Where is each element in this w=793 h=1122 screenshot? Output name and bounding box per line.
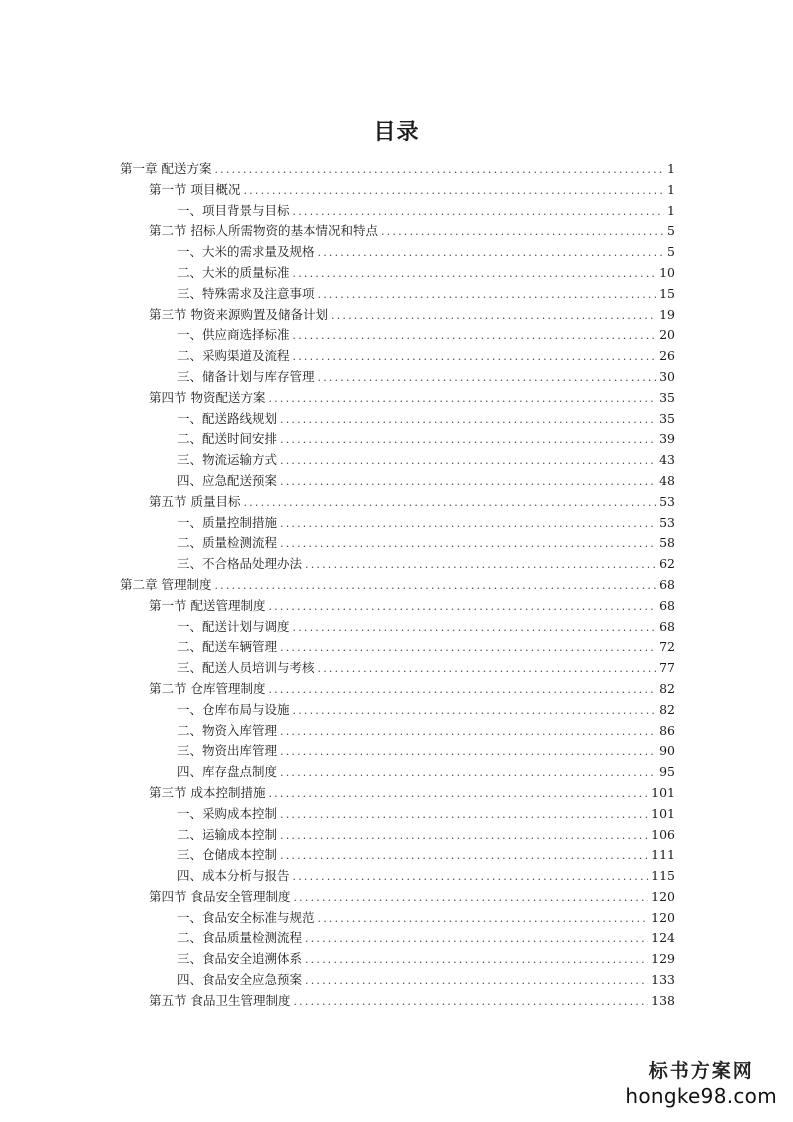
toc-entry[interactable] bbox=[120, 991, 675, 1012]
page-title: 目录 bbox=[373, 119, 420, 145]
toc-entry-label: 二、质量检测流程 bbox=[177, 535, 278, 551]
toc-leader-dots bbox=[280, 829, 648, 842]
toc-entry-label: 二、配送时间安排 bbox=[177, 431, 278, 447]
toc-leader-dots bbox=[305, 932, 648, 945]
toc-entry-page: 72 bbox=[659, 639, 675, 655]
toc-leader-dots bbox=[280, 517, 656, 530]
toc-entry-page: 15 bbox=[659, 285, 675, 301]
toc-entry[interactable] bbox=[120, 700, 675, 721]
toc-leader-dots bbox=[268, 683, 656, 696]
toc-entry[interactable] bbox=[120, 741, 675, 762]
toc-entry[interactable] bbox=[120, 242, 675, 263]
toc-entry-page: 124 bbox=[651, 930, 675, 946]
toc-leader-dots bbox=[381, 225, 664, 238]
toc-entry-label: 第一章 配送方案 bbox=[120, 161, 212, 176]
toc-entry[interactable] bbox=[120, 949, 675, 970]
toc-leader-dots bbox=[305, 974, 648, 987]
toc-entry-label: 三、特殊需求及注意事项 bbox=[177, 285, 315, 301]
toc-entry-label: 三、食品安全追溯体系 bbox=[177, 951, 303, 967]
toc-entry-page: 86 bbox=[659, 722, 675, 738]
toc-entry-page: 120 bbox=[651, 888, 675, 904]
toc-entry-label: 四、库存盘点制度 bbox=[177, 764, 278, 780]
toc-entry[interactable] bbox=[120, 617, 675, 638]
toc-leader-dots bbox=[318, 371, 657, 384]
toc-entry[interactable] bbox=[120, 263, 675, 284]
toc-leader-dots bbox=[293, 891, 648, 904]
toc-leader-dots bbox=[293, 329, 657, 342]
toc-entry-page: 129 bbox=[651, 951, 675, 967]
toc-entry[interactable] bbox=[120, 721, 675, 742]
toc-entry-page: 35 bbox=[659, 389, 675, 405]
toc-entry-label: 第二节 招标人所需物资的基本情况和特点 bbox=[149, 223, 378, 239]
toc-entry-page: 19 bbox=[659, 306, 675, 322]
watermark-url: hongke98.com bbox=[625, 1084, 777, 1108]
toc-leader-dots bbox=[293, 704, 657, 717]
toc-entry-page: 53 bbox=[659, 514, 675, 530]
toc-entry-label: 第三节 成本控制措施 bbox=[149, 784, 266, 800]
toc-entry-label: 一、配送路线规划 bbox=[177, 410, 278, 426]
toc-leader-dots bbox=[280, 413, 656, 426]
toc-leader-dots bbox=[243, 496, 656, 509]
toc-entry-page: 68 bbox=[659, 597, 675, 613]
toc-entry-page: 90 bbox=[659, 743, 675, 759]
toc-entry[interactable] bbox=[120, 429, 675, 450]
toc-entry[interactable] bbox=[120, 866, 675, 887]
toc-entry[interactable] bbox=[120, 325, 675, 346]
toc-leader-dots bbox=[293, 995, 648, 1008]
table-of-contents bbox=[120, 159, 675, 1012]
toc-entry-label: 第二节 仓库管理制度 bbox=[149, 680, 266, 696]
toc-entry[interactable] bbox=[120, 887, 675, 908]
toc-leader-dots bbox=[293, 621, 657, 634]
toc-entry-page: 58 bbox=[659, 535, 675, 551]
toc-entry-page: 53 bbox=[659, 493, 675, 509]
toc-entry-label: 三、不合格品处理办法 bbox=[177, 556, 303, 572]
toc-entry-label: 第五节 质量目标 bbox=[149, 493, 241, 509]
toc-entry[interactable] bbox=[120, 471, 675, 492]
toc-entry[interactable] bbox=[120, 513, 675, 534]
toc-leader-dots bbox=[243, 184, 664, 197]
toc-entry-page: 26 bbox=[659, 348, 675, 364]
toc-entry-label: 一、采购成本控制 bbox=[177, 805, 278, 821]
toc-entry-page: 138 bbox=[651, 992, 675, 1008]
toc-entry-label: 一、配送计划与调度 bbox=[177, 618, 290, 634]
toc-entry[interactable] bbox=[120, 180, 675, 201]
toc-leader-dots bbox=[280, 725, 656, 738]
toc-entry-page: 5 bbox=[667, 244, 675, 260]
toc-leader-dots bbox=[280, 537, 656, 550]
toc-entry-label: 第五节 食品卫生管理制度 bbox=[149, 992, 291, 1008]
toc-entry-label: 第一节 配送管理制度 bbox=[149, 597, 266, 613]
toc-entry[interactable] bbox=[120, 970, 675, 991]
toc-leader-dots bbox=[214, 579, 656, 592]
toc-entry[interactable] bbox=[120, 825, 675, 846]
toc-entry-page: 39 bbox=[659, 431, 675, 447]
toc-entry[interactable] bbox=[120, 388, 675, 409]
toc-leader-dots bbox=[280, 641, 656, 654]
toc-entry[interactable] bbox=[120, 346, 675, 367]
toc-entry-page: 35 bbox=[659, 410, 675, 426]
toc-leader-dots bbox=[293, 205, 664, 218]
toc-entry-page: 111 bbox=[651, 847, 675, 863]
toc-entry-page: 20 bbox=[659, 327, 675, 343]
toc-entry[interactable] bbox=[120, 533, 675, 554]
toc-leader-dots bbox=[293, 870, 649, 883]
toc-entry-label: 一、项目背景与目标 bbox=[177, 202, 290, 218]
toc-leader-dots bbox=[305, 953, 648, 966]
toc-entry-label: 一、供应商选择标准 bbox=[177, 327, 290, 343]
toc-entry-page: 77 bbox=[659, 660, 675, 676]
toc-entry-label: 三、配送人员培训与考核 bbox=[177, 660, 315, 676]
toc-leader-dots bbox=[280, 454, 656, 467]
toc-entry[interactable] bbox=[120, 575, 675, 596]
toc-entry-label: 二、采购渠道及流程 bbox=[177, 348, 290, 364]
toc-entry-label: 二、食品质量检测流程 bbox=[177, 930, 303, 946]
toc-entry[interactable] bbox=[120, 492, 675, 513]
toc-entry[interactable] bbox=[120, 201, 675, 222]
toc-entry[interactable] bbox=[120, 159, 675, 180]
toc-leader-dots bbox=[268, 787, 648, 800]
toc-entry-label: 四、成本分析与报告 bbox=[177, 868, 290, 884]
toc-entry-label: 三、储备计划与库存管理 bbox=[177, 368, 315, 384]
toc-entry[interactable] bbox=[120, 804, 675, 825]
toc-entry-label: 第四节 物资配送方案 bbox=[149, 389, 266, 405]
toc-entry-page: 120 bbox=[651, 909, 675, 925]
toc-entry[interactable] bbox=[120, 845, 675, 866]
toc-leader-dots bbox=[280, 433, 656, 446]
toc-leader-dots bbox=[214, 163, 664, 176]
toc-entry-label: 二、大米的质量标准 bbox=[177, 264, 290, 280]
toc-entry-page: 82 bbox=[659, 680, 675, 696]
toc-entry-label: 第一节 项目概况 bbox=[149, 181, 241, 197]
toc-entry-page: 5 bbox=[667, 223, 675, 239]
toc-entry[interactable] bbox=[120, 221, 675, 242]
toc-leader-dots bbox=[318, 288, 657, 301]
toc-leader-dots bbox=[268, 392, 656, 405]
toc-entry-page: 62 bbox=[659, 556, 675, 572]
toc-entry[interactable] bbox=[120, 596, 675, 617]
toc-entry[interactable] bbox=[120, 367, 675, 388]
toc-entry-label: 一、食品安全标准与规范 bbox=[177, 909, 315, 925]
toc-leader-dots bbox=[280, 849, 648, 862]
toc-entry-label: 一、仓库布局与设施 bbox=[177, 701, 290, 717]
toc-entry-page: 101 bbox=[651, 805, 675, 821]
toc-entry[interactable] bbox=[120, 554, 675, 575]
toc-entry-label: 四、应急配送预案 bbox=[177, 472, 278, 488]
toc-entry-label: 三、物资出库管理 bbox=[177, 743, 278, 759]
toc-entry-page: 1 bbox=[667, 202, 675, 218]
toc-entry[interactable] bbox=[120, 637, 675, 658]
toc-entry-label: 第三节 物资来源购置及储备计划 bbox=[149, 306, 328, 322]
toc-leader-dots bbox=[305, 558, 656, 571]
toc-entry-page: 133 bbox=[651, 972, 675, 988]
toc-entry-label: 二、配送车辆管理 bbox=[177, 639, 278, 655]
toc-entry[interactable] bbox=[120, 679, 675, 700]
toc-leader-dots bbox=[331, 309, 656, 322]
toc-entry[interactable] bbox=[120, 658, 675, 679]
toc-leader-dots bbox=[280, 766, 656, 779]
toc-entry-page: 115 bbox=[651, 868, 675, 884]
toc-entry-page: 101 bbox=[651, 784, 675, 800]
toc-entry-page: 43 bbox=[659, 452, 675, 468]
toc-entry-page: 48 bbox=[659, 472, 675, 488]
toc-entry-label: 第二章 管理制度 bbox=[120, 576, 212, 592]
toc-entry-page: 95 bbox=[659, 764, 675, 780]
toc-entry[interactable] bbox=[120, 762, 675, 783]
toc-entry-label: 第四节 食品安全管理制度 bbox=[149, 888, 291, 904]
toc-leader-dots bbox=[280, 808, 648, 821]
toc-entry-page: 68 bbox=[659, 618, 675, 634]
toc-entry-label: 二、物资入库管理 bbox=[177, 722, 278, 738]
toc-entry[interactable] bbox=[120, 450, 675, 471]
toc-entry-label: 一、质量控制措施 bbox=[177, 514, 278, 530]
toc-entry[interactable] bbox=[120, 908, 675, 929]
toc-leader-dots bbox=[280, 475, 656, 488]
toc-entry-page: 30 bbox=[659, 368, 675, 384]
toc-entry[interactable] bbox=[120, 928, 675, 949]
toc-entry-page: 1 bbox=[667, 181, 675, 197]
toc-leader-dots bbox=[280, 745, 656, 758]
toc-entry[interactable] bbox=[120, 305, 675, 326]
toc-leader-dots bbox=[293, 267, 657, 280]
toc-entry-label: 二、运输成本控制 bbox=[177, 826, 278, 842]
toc-entry-page: 1 bbox=[667, 161, 675, 176]
toc-leader-dots bbox=[318, 246, 664, 259]
toc-entry-page: 10 bbox=[659, 264, 675, 280]
toc-entry[interactable] bbox=[120, 284, 675, 305]
toc-leader-dots bbox=[318, 912, 649, 925]
toc-entry-page: 82 bbox=[659, 701, 675, 717]
toc-leader-dots bbox=[268, 600, 656, 613]
toc-entry-page: 68 bbox=[659, 576, 675, 592]
toc-entry[interactable] bbox=[120, 409, 675, 430]
toc-entry-label: 三、仓储成本控制 bbox=[177, 847, 278, 863]
toc-entry-page: 106 bbox=[651, 826, 675, 842]
toc-leader-dots bbox=[318, 662, 657, 675]
toc-entry[interactable] bbox=[120, 783, 675, 804]
watermark-name: 标书方案网 bbox=[648, 1060, 754, 1082]
toc-leader-dots bbox=[293, 350, 657, 363]
toc-entry-label: 四、食品安全应急预案 bbox=[177, 972, 303, 988]
toc-entry-label: 一、大米的需求量及规格 bbox=[177, 244, 315, 260]
toc-entry-label: 三、物流运输方式 bbox=[177, 452, 278, 468]
watermark bbox=[625, 1056, 777, 1108]
